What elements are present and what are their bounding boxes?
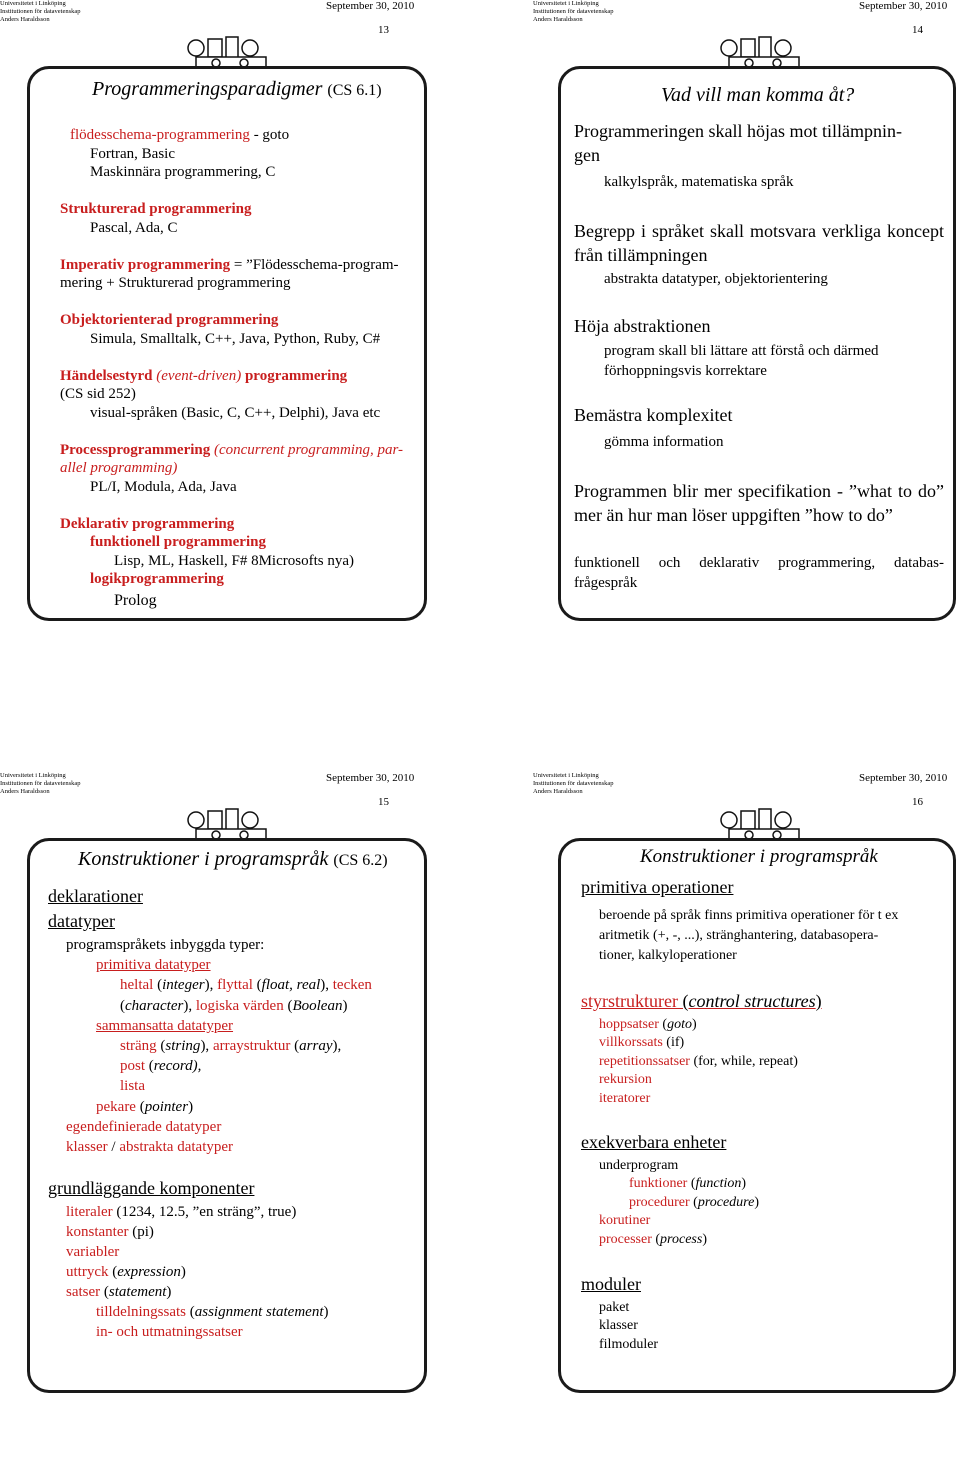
line-parallel: allel programming) — [60, 460, 178, 476]
line-cs-ref: (CS sid 252) — [60, 386, 136, 402]
slide-header — [533, 772, 614, 796]
point-1-cont: gen — [574, 145, 600, 165]
liu-logo-icon — [719, 808, 811, 842]
line-inmatning: in- och utmatningssatser — [96, 1324, 243, 1340]
university-name: Universitetet i Linköping — [533, 772, 599, 779]
slide-title: Konstruktioner i programspråk — [640, 846, 878, 867]
line-imperativ: Imperativ programmering = ”Flödesschema-program- — [60, 257, 399, 273]
line-lista: lista — [120, 1078, 145, 1094]
page-number: 13 — [378, 24, 389, 36]
point-4-sub: gömma information — [604, 434, 724, 450]
line-rekursion: rekursion — [599, 1072, 652, 1087]
liu-logo-icon — [186, 808, 278, 842]
point-1: Programmeringen skall höjas mot tillämpnin- — [574, 121, 902, 141]
line-tioner: tioner, kalkyloperationer — [599, 948, 737, 963]
university-name: Universitetet i Linköping — [533, 0, 599, 7]
slide-title: Vad vill man komma åt? — [661, 84, 855, 106]
line-filmoduler: filmoduler — [599, 1337, 659, 1352]
page-number: 14 — [912, 24, 923, 36]
line-processer: processer (process) — [599, 1232, 707, 1247]
line-korutiner: korutiner — [599, 1213, 651, 1228]
point-1-sub: kalkylspråk, matematiska språk — [604, 174, 794, 190]
line-variabler: variabler — [66, 1244, 120, 1260]
department-name: Institutionen för datavetenskap — [0, 8, 81, 15]
slide-15 — [0, 772, 480, 1467]
line-primitiva: primitiva datatyper — [96, 957, 211, 973]
point-2: Begrepp i språket skall motsvara verkliga koncept från tillämpningen — [574, 221, 944, 265]
slide-title: Konstruktioner i programspråk (CS 6.2) — [78, 848, 388, 870]
line-prolog: Prolog — [114, 592, 157, 609]
slide-date: September 30, 2010 — [326, 772, 415, 784]
page-number: 16 — [912, 796, 923, 808]
line-heltal: heltal (integer), flyttal (float, real), tecken — [120, 977, 372, 993]
line-tilldelning: tilldelningssats (assignment statement) — [96, 1304, 329, 1320]
university-name: Universitetet i Linköping — [0, 0, 66, 7]
point-4: Bemästra komplexitet — [574, 405, 733, 425]
heading-primitiva: primitiva operationer — [581, 877, 734, 897]
line-iteratorer: iteratorer — [599, 1091, 651, 1106]
slide-header — [0, 772, 81, 796]
slide-date: September 30, 2010 — [326, 0, 415, 12]
slide-16 — [533, 772, 960, 1467]
point-5-sub: funktionell och deklarativ programmering, databas-frågespråk — [574, 555, 944, 591]
line-process: Processprogrammering (concurrent programming, par- — [60, 442, 403, 458]
line-character: (character), logiska värden (Boolean) — [120, 998, 348, 1014]
line-deklarativ: Deklarativ programmering — [60, 516, 235, 532]
line-post: post (record), — [120, 1058, 202, 1074]
heading-grundlaggande: grundläggande komponenter — [48, 1178, 255, 1198]
slide-date: September 30, 2010 — [859, 0, 948, 12]
heading-moduler: moduler — [581, 1274, 641, 1294]
line-beroende: beroende på språk finns primitiva operationer för t ex — [599, 908, 899, 923]
line-literaler: literaler (1234, 12.5, ”en sträng”, true) — [66, 1204, 297, 1220]
slide-title: Programmeringsparadigmer (CS 6.1) — [92, 78, 382, 100]
slide-14 — [533, 0, 960, 695]
line-maskinnara: Maskinnära programmering, C — [90, 164, 276, 180]
liu-logo-icon — [186, 36, 278, 70]
author-name: Anders Haraldsson — [0, 16, 50, 23]
liu-logo-icon — [719, 36, 811, 70]
slide-header — [533, 0, 614, 24]
line-lisp: Lisp, ML, Haskell, F# 8Microsofts nya) — [114, 553, 354, 569]
line-sammansatta: sammansatta datatyper — [96, 1018, 234, 1034]
line-strukturerad: Strukturerad programmering — [60, 201, 252, 217]
heading-exekverbara: exekverbara enheter — [581, 1132, 727, 1152]
department-name: Institutionen för datavetenskap — [533, 8, 614, 15]
line-objektorienterad: Objektorienterad programmering — [60, 312, 279, 328]
line-procedurer: procedurer (procedure) — [629, 1195, 759, 1210]
line-klasser: klasser / abstrakta datatyper — [66, 1139, 234, 1155]
line-simula: Simula, Smalltalk, C++, Java, Python, Ruby, C# — [90, 331, 381, 347]
author-name: Anders Haraldsson — [533, 788, 583, 795]
slide-13 — [0, 0, 480, 695]
point-3-sub-1: program skall bli lättare att förstå och därmed — [604, 343, 879, 359]
line-satser: satser (statement) — [66, 1284, 172, 1300]
line-paket: paket — [599, 1300, 630, 1315]
point-3-sub-2: förhoppningsvis korrektare — [604, 363, 767, 379]
author-name: Anders Haraldsson — [533, 16, 583, 23]
point-3: Höja abstraktionen — [574, 316, 711, 336]
line-fortran: Fortran, Basic — [90, 146, 175, 162]
line-aritmetik: aritmetik (+, -, ...), stränghantering, databasopera- — [599, 928, 879, 943]
line-konstanter: konstanter (pi) — [66, 1224, 154, 1240]
slide-header — [0, 0, 81, 24]
heading-styrstrukturer: styrstrukturer (control structures) — [581, 991, 822, 1011]
line-funktionell: funktionell programmering — [90, 534, 266, 550]
line-funktioner: funktioner (function) — [629, 1176, 747, 1191]
line-pli: PL/I, Modula, Ada, Java — [90, 479, 237, 495]
author-name: Anders Haraldsson — [0, 788, 50, 795]
line-klasser: klasser — [599, 1318, 638, 1333]
page-number: 15 — [378, 796, 389, 808]
line-pekare: pekare (pointer) — [96, 1099, 194, 1115]
line-visual: visual-språken (Basic, C, C++, Delphi), Java etc — [90, 405, 381, 421]
university-name: Universitetet i Linköping — [0, 772, 66, 779]
line-inbyggda: programspråkets inbyggda typer: — [66, 937, 265, 953]
line-logik: logikprogrammering — [90, 571, 224, 587]
department-name: Institutionen för datavetenskap — [533, 780, 614, 787]
point-2-sub: abstrakta datatyper, objektorientering — [604, 271, 828, 287]
line-villkorssats: villkorssats (if) — [599, 1035, 685, 1050]
line-underprogram: underprogram — [599, 1158, 679, 1173]
point-5: Programmen blir mer specifikation - ”what to do” mer än hur man löser uppgiften ”how to do” — [574, 481, 944, 525]
line-repetition: repetitionssatser (for, while, repeat) — [599, 1054, 798, 1069]
line-imperativ-cont: mering + Strukturerad programmering — [60, 275, 291, 291]
line-hoppsatser: hoppsatser (goto) — [599, 1017, 697, 1032]
line-pascal: Pascal, Ada, C — [90, 220, 178, 236]
line-uttryck: uttryck (expression) — [66, 1264, 186, 1280]
line-flodesschema: flödesschema-programmering - goto — [70, 127, 290, 143]
heading-deklarationer: deklarationer — [48, 886, 143, 906]
department-name: Institutionen för datavetenskap — [0, 780, 81, 787]
heading-datatyper: datatyper — [48, 911, 115, 931]
line-handelsestyrd: Händelsestyrd (event-driven) programmering — [60, 368, 348, 384]
line-egendefinierade: egendefinierade datatyper — [66, 1119, 222, 1135]
slide-date: September 30, 2010 — [859, 772, 948, 784]
line-strang: sträng (string), arraystruktur (array), — [120, 1038, 342, 1054]
